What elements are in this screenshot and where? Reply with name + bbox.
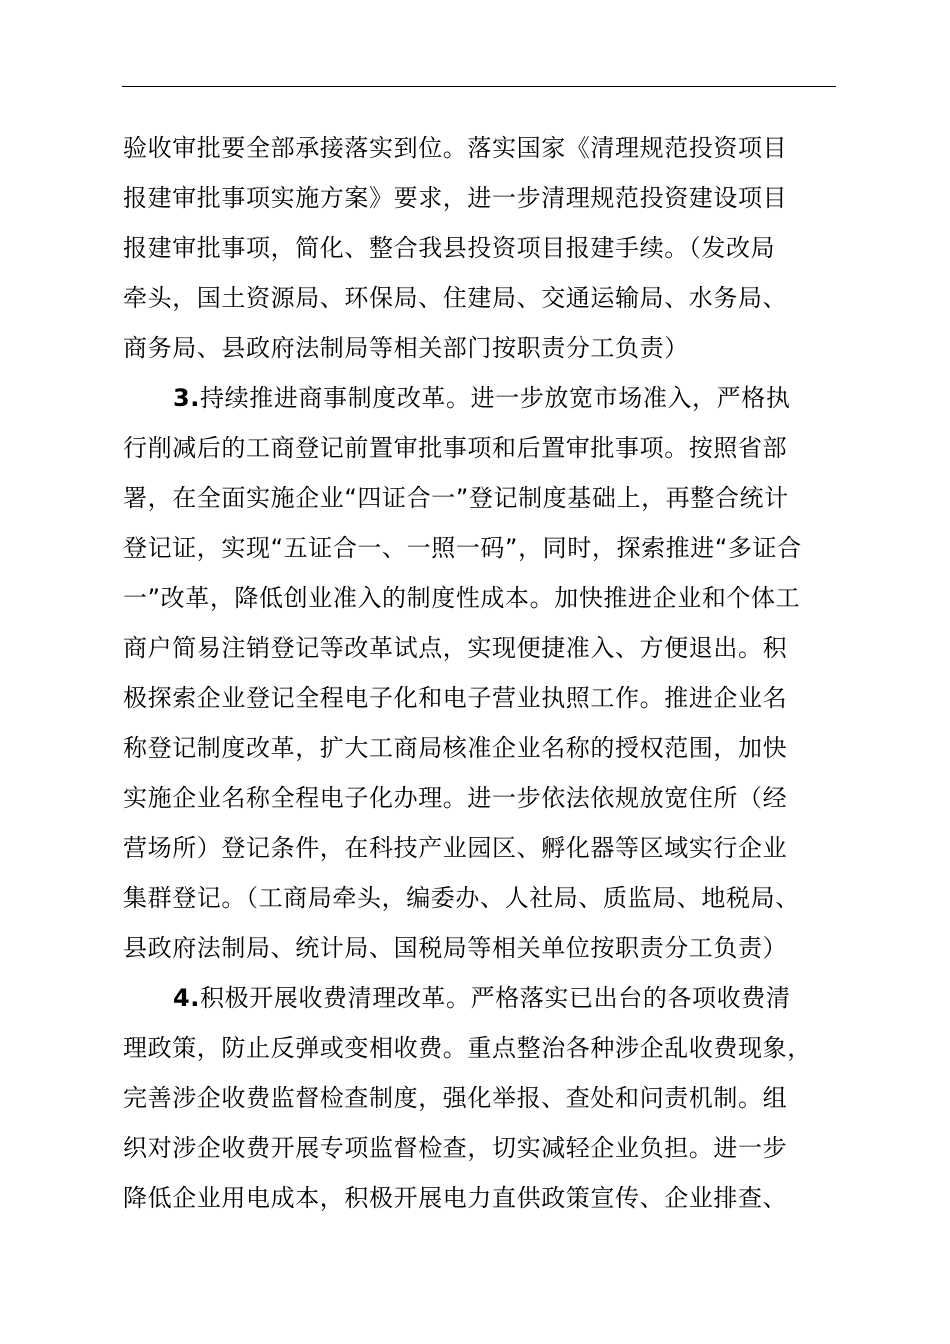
- text-line: 署，在全面实施企业“四证合一”登记制度基础上，再整合统计: [123, 484, 789, 512]
- section-3-heading-text: 持续推进商事制度改革。进一步放宽市场准入，严格执: [200, 384, 791, 412]
- header-rule: [122, 86, 836, 87]
- text-line: 商务局、县政府法制局等相关部门按职责分工负责）: [123, 334, 689, 362]
- text-line: 一”改革，降低创业准入的制度性成本。加快推进企业和个体工: [123, 584, 801, 612]
- section-3-number: 3.: [173, 384, 201, 412]
- text-line: 理政策，防止反弹或变相收费。重点整治各种涉企乱收费现象，: [123, 1034, 812, 1062]
- text-line: 牵头，国土资源局、环保局、住建局、交通运输局、水务局、: [123, 284, 788, 312]
- text-line: 商户简易注销登记等改革试点，实现便捷准入、方便退出。积: [123, 634, 788, 662]
- text-line: 降低企业用电成本，积极开展电力直供政策宣传、企业排查、: [123, 1184, 788, 1212]
- text-line: 实施企业名称全程电子化办理。进一步依法依规放宽住所（经: [123, 784, 788, 812]
- text-line: 登记证，实现“五证合一、一照一码”，同时，探索推进“多证合: [123, 534, 802, 562]
- text-line: 县政府法制局、统计局、国税局等相关单位按职责分工负责）: [123, 934, 788, 962]
- text-line: 营场所）登记条件，在科技产业园区、孵化器等区域实行企业: [123, 834, 788, 862]
- text-line: 完善涉企收费监督检查制度，强化举报、查处和问责机制。组: [123, 1084, 788, 1112]
- section-3-heading-line: [173, 380, 893, 416]
- text-line: 报建审批事项，简化、整合我县投资项目报建手续。（发改局: [123, 234, 776, 262]
- text-line: 报建审批事项实施方案》要求，进一步清理规范投资建设项目: [123, 184, 788, 212]
- section-4-number: 4.: [173, 984, 201, 1012]
- text-line: 集群登记。（工商局牵头，编委办、人社局、质监局、地税局、: [123, 884, 800, 912]
- section-4-heading-text: 积极开展收费清理改革。严格落实已出台的各项收费清: [200, 984, 791, 1012]
- text-line: 织对涉企收费开展专项监督检查，切实减轻企业负担。进一步: [123, 1134, 788, 1162]
- text-line: 称登记制度改革，扩大工商局核准企业名称的授权范围，加快: [123, 734, 788, 762]
- section-4-heading-line: [173, 980, 893, 1016]
- text-line: 行削减后的工商登记前置审批事项和后置审批事项。按照省部: [123, 434, 788, 462]
- text-line: 验收审批要全部承接落实到位。落实国家《清理规范投资项目: [123, 134, 788, 162]
- text-line: 极探索企业登记全程电子化和电子营业执照工作。推进企业名: [123, 684, 788, 712]
